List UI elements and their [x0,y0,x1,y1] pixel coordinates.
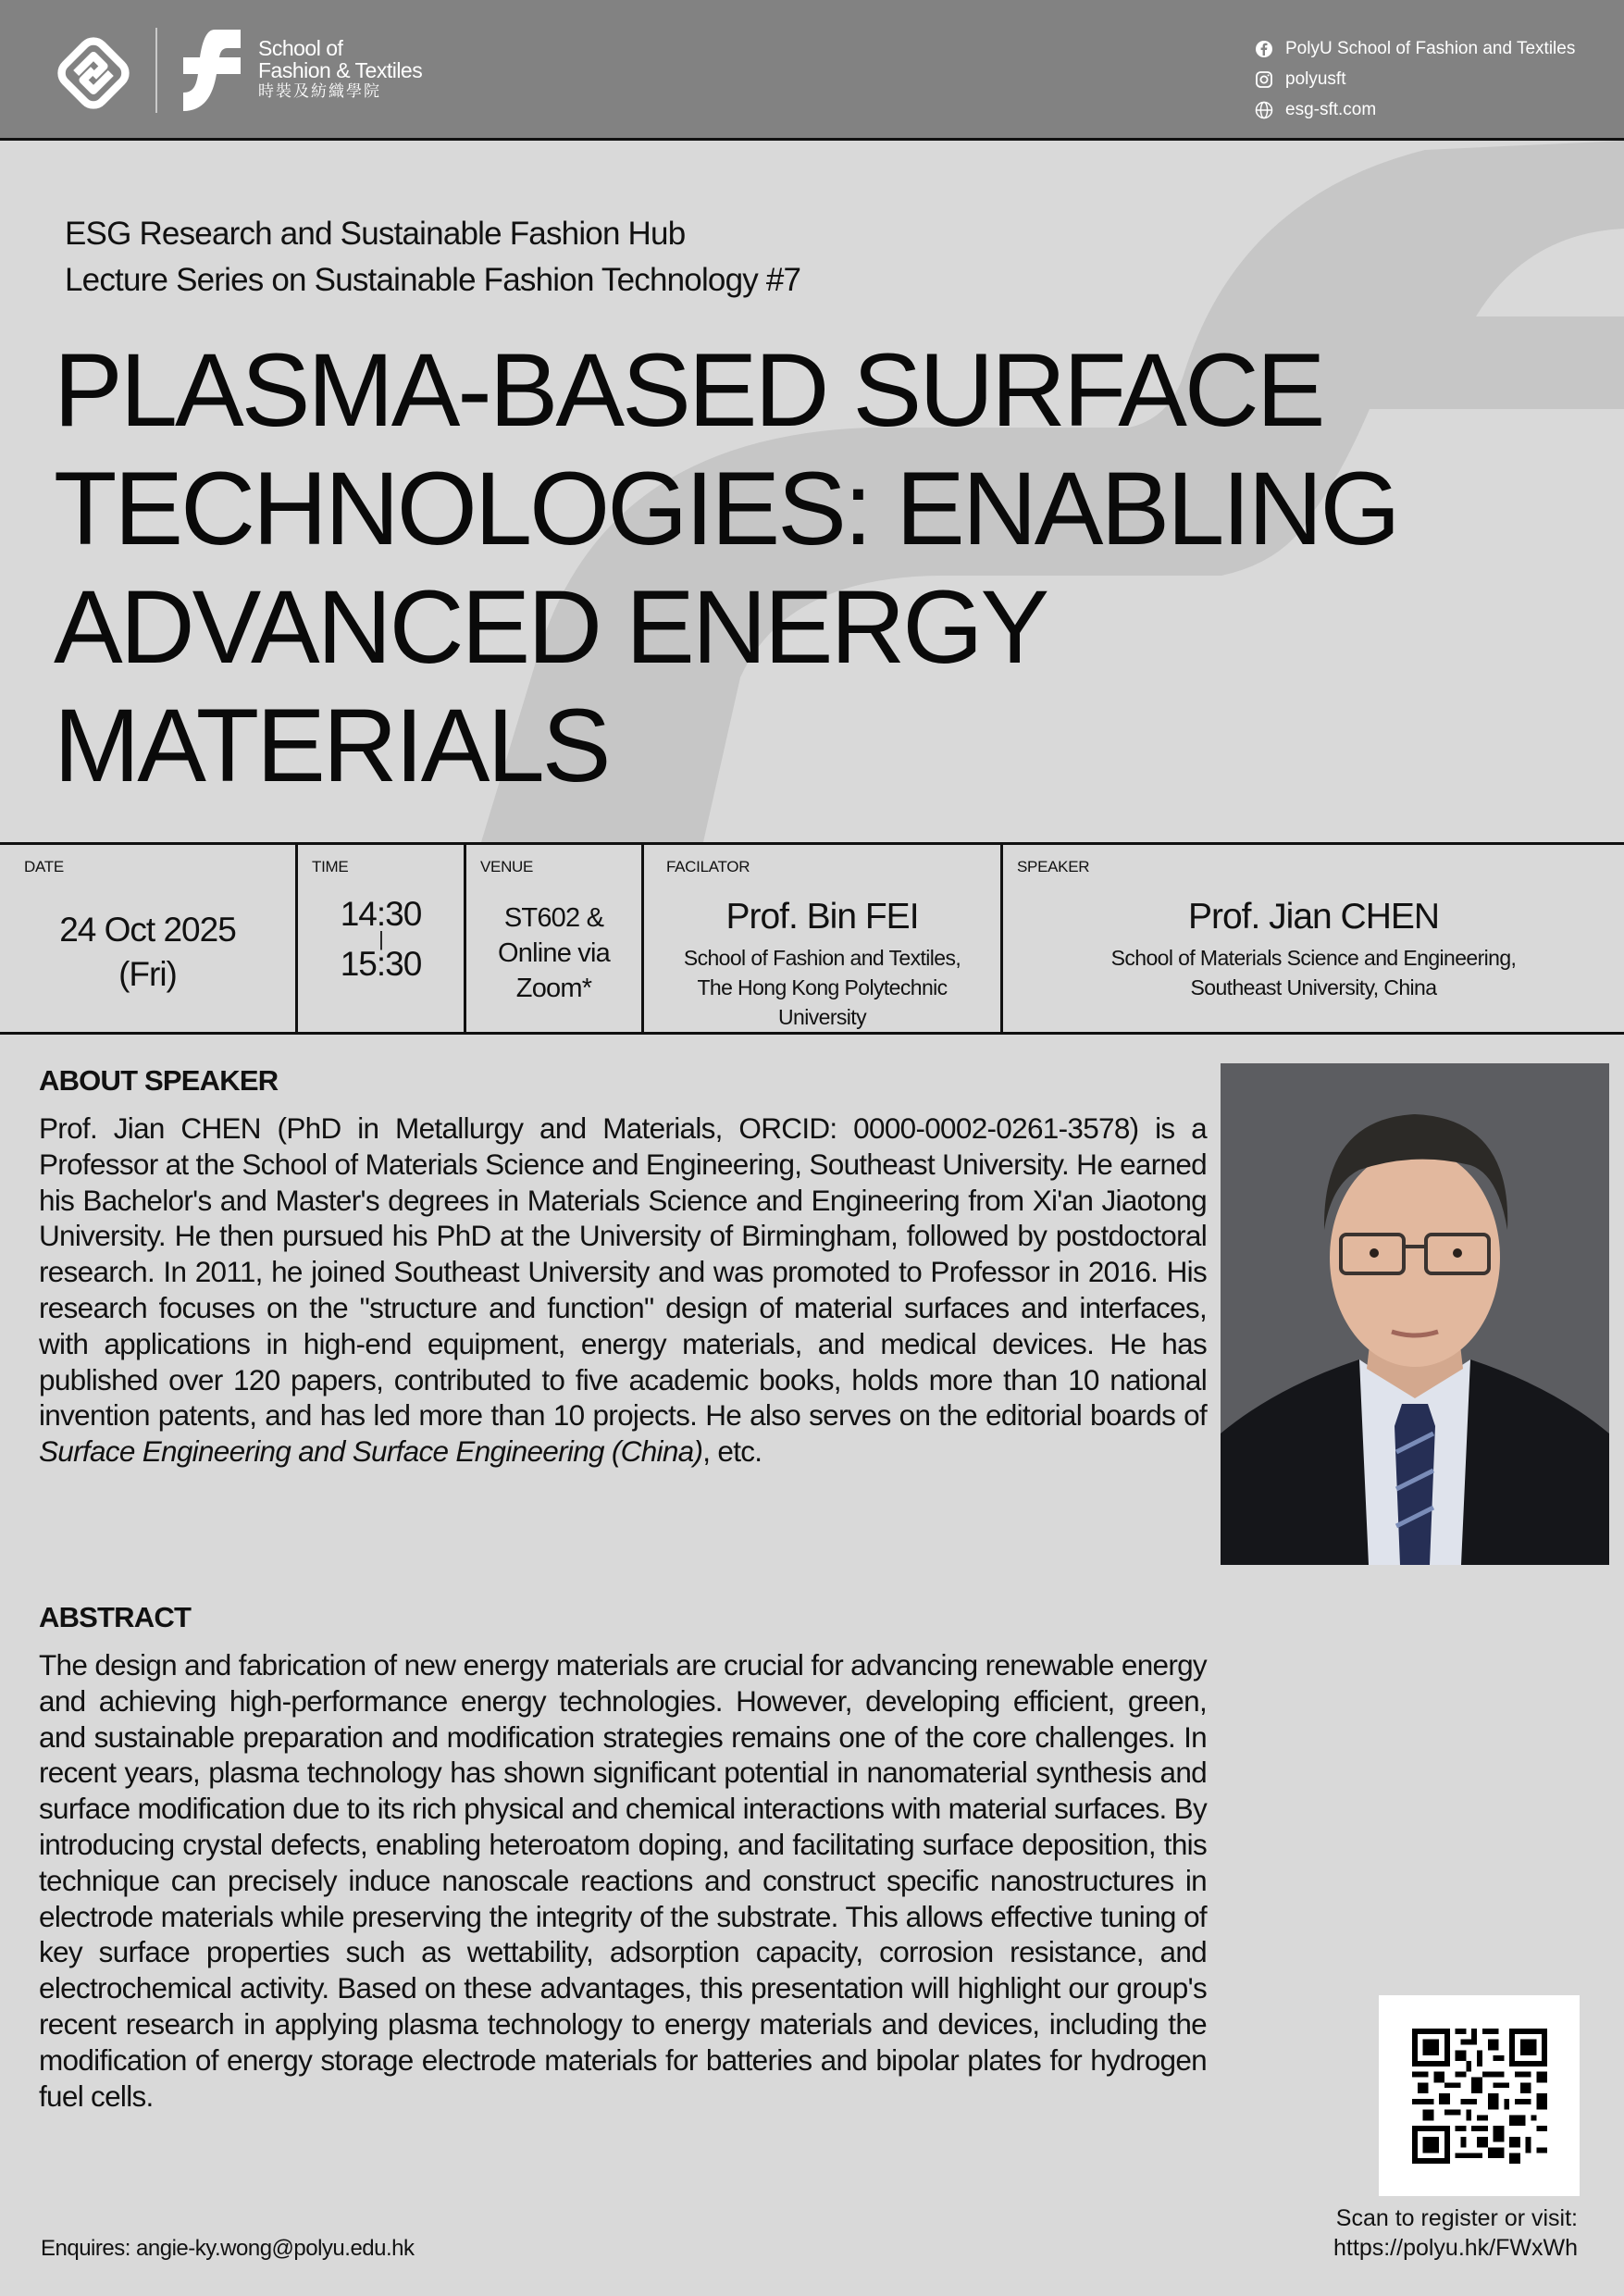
social-instagram[interactable] [1255,64,1575,94]
time-label: TIME [312,858,349,875]
facilitator-cell [644,845,1003,1032]
date-value [0,908,295,997]
series-lecture: Lecture Series on Sustainable Fashion Technology #7 [65,262,801,298]
registration-link[interactable]: https://polyu.hk/FWxWh [1333,2235,1578,2261]
speaker-affiliation [1003,943,1624,1002]
venue-value [466,900,641,1006]
facilitator-affiliation [644,943,1000,1032]
instagram-icon [1255,70,1273,89]
weekday-text: (Fri) [118,955,177,993]
logo-divider [155,28,157,113]
about-body: Prof. Jian CHEN (PhD in Metallurgy and Materials, ORCID: 0000-0002-0261-3578) is a Professor at the School of Materials Science and Engineering, Southeast University. He earned his Bachelor's and Master's degrees in Materials Science and Engineering from Xi'an Jiaotong University. He then pursued his PhD at the University of Birmingham, followed by postdoctoral research. In 2011, he joined Southeast University and was promoted to Professor in 2016. His research focuses on the "structure and function" design of material surfaces and interfaces, with applications in high-end equipment, energy materials, and medical devices. He has published over 120 papers, contributed to five academic books, holds more than 10 national invention patents, and has led more than 10 projects. He also serves on the editorial boards of [39,1111,1207,1433]
lecture-title [54,331,1590,805]
venue-line: Online via [498,938,610,968]
affiliation-line: School of Fashion and Textiles, [683,946,961,970]
time-value [298,895,464,983]
facebook-icon [1255,40,1273,58]
affiliation-line: University [778,1005,866,1029]
affiliation-line: The Hong Kong Polytechnic [697,975,948,999]
facilitator-label: FACILATOR [666,858,750,875]
qr-caption-instruction: Scan to register or visit: [1335,2205,1578,2231]
school-name-line1: School of [258,36,343,60]
speaker-photo [1221,1063,1609,1565]
website-label: esg-sft.com [1285,99,1377,119]
lecture-series [65,211,800,304]
enquires-contact[interactable]: Enquires: angie-ky.wong@polyu.edu.hk [41,2236,415,2261]
venue-line: ST602 & [503,903,604,933]
school-name-chinese: 時裝及紡織學院 [258,82,381,100]
school-name [258,37,422,102]
date-cell [0,845,298,1032]
school-name-line2: Fashion & Textiles [258,58,423,82]
title-line: TECHNOLOGIES: ENABLING [54,451,1398,566]
event-info-table [0,842,1624,1035]
header-bar [0,0,1624,141]
start-time: 14:30 [340,895,422,933]
series-hub: ESG Research and Sustainable Fashion Hub [65,216,686,252]
speaker-label: SPEAKER [1017,858,1090,875]
journal-names: Surface Engineering and Surface Engineering (China) [39,1434,703,1469]
about-speaker-heading: ABOUT SPEAKER [39,1064,279,1097]
date-label: DATE [24,858,64,875]
registration-qr-code[interactable] [1379,1995,1580,2196]
facebook-label: PolyU School of Fashion and Textiles [1285,38,1576,58]
polyu-logo-icon [50,30,137,117]
speaker-portrait-icon [1221,1063,1609,1565]
venue-line: Zoom* [515,974,592,1003]
speaker-cell [1003,845,1624,1032]
time-cell [298,845,466,1032]
about-tail: , etc. [702,1434,762,1469]
sft-logo-icon [183,30,241,111]
social-website[interactable] [1255,94,1575,125]
social-links [1255,33,1575,125]
speaker-name: Prof. Jian CHEN [1187,897,1440,937]
end-time: 15:30 [340,945,422,983]
title-line: PLASMA-BASED SURFACE [54,332,1323,448]
title-line: MATERIALS [54,688,609,803]
about-speaker-text [39,1111,1207,1470]
affiliation-line: Southeast University, China [1190,975,1437,999]
abstract-text: The design and fabrication of new energy materials are crucial for advancing renewable energy and achieving high-performance energy technologies. However, developing efficient, green, and sustainable preparation and modification strategies remains one of the core challenges. In recent years, plasma technology has shown significant potential in nanomaterial synthesis and surface modification due to its rich physical and chemical interactions with material surfaces. By introducing crystal defects, enabling heteroatom doping, and facilitating surface deposition, this technique can precisely induce nanoscale reactions and construct specific nanostructures in electrode materials while preserving the integrity of the substrate. This allows effective tuning of key surface properties such as wettability, adsorption capacity, corrosion resistance, and electrochemical activity. Based on these advantages, this presentation will highlight our group's recent research in applying plasma technology to energy materials and devices, including the modification of energy storage electrode materials for batteries and bipolar plates for hydrogen fuel cells. [39,1648,1207,2113]
title-line: ADVANCED ENERGY [54,569,1048,685]
abstract-heading: ABSTRACT [39,1601,192,1633]
facilitator-name: Prof. Bin FEI [725,897,919,937]
qr-caption [1333,2203,1578,2263]
date-text: 24 Oct 2025 [59,911,236,949]
social-facebook[interactable] [1255,33,1575,64]
affiliation-line: School of Materials Science and Engineering, [1110,946,1517,970]
qr-code-icon [1412,2029,1547,2164]
venue-cell [466,845,644,1032]
time-separator: | [378,927,383,950]
instagram-label: polyusft [1285,68,1346,89]
globe-icon [1255,101,1273,119]
venue-label: VENUE [480,858,534,875]
